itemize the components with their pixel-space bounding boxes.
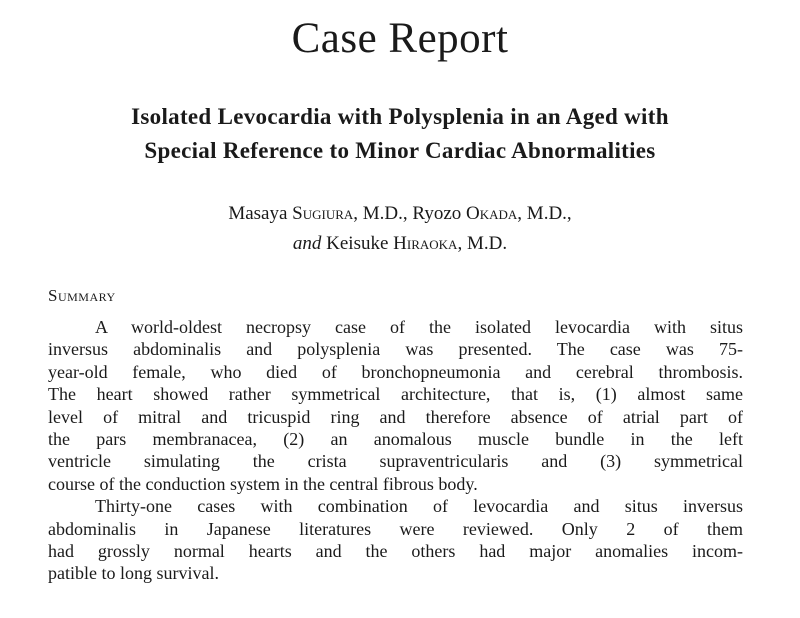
summary-line: year-old female, who died of bronchopneumonia and cerebral thrombosis.: [48, 361, 743, 382]
author-first-name: Ryozo: [412, 203, 462, 224]
summary-line: abdominalis in Japanese literatures were reviewed. Only 2 of them: [48, 518, 743, 539]
author-line: [0, 229, 800, 259]
author-conjunction: and: [292, 233, 322, 254]
author-degree: , M.D.: [457, 233, 508, 254]
summary-line: A world-oldest necropsy case of the isolated levocardia with situs: [95, 317, 743, 337]
summary-line: patible to long survival.: [48, 563, 219, 584]
author-first-name: Masaya: [228, 203, 288, 224]
author-line: [0, 199, 800, 229]
author-degree: , M.D.,: [353, 203, 408, 224]
paper-title-line: Special Reference to Minor Cardiac Abnormalities: [144, 138, 656, 163]
author-last-name: Okada: [466, 203, 518, 224]
author-first-name: Keisuke: [326, 233, 389, 254]
summary-line: The heart showed rather symmetrical architecture, that is, (1) almost same: [48, 384, 743, 405]
summary-line: had grossly normal hearts and the others had major anomalies incom-: [48, 540, 743, 561]
summary-line: ventricle simulating the crista supraventricularis and (3) symmetrical: [48, 451, 743, 472]
summary-line: Thirty-one cases with combination of levocardia and situs inversus: [95, 496, 743, 517]
summary-line: level of mitral and tricuspid ring and therefore absence of atrial part of: [48, 406, 743, 427]
summary-heading: Summary: [48, 286, 116, 305]
summary-paragraph: [48, 495, 743, 585]
author-last-name: Hiraoka: [393, 233, 458, 254]
summary-paragraph: [48, 316, 743, 495]
summary-body: [48, 316, 743, 585]
summary-line: the pars membranacea, (2) an anomalous muscle bundle in the left: [48, 428, 743, 449]
author-last-name: Sugiura: [292, 203, 354, 224]
paper-title: [0, 100, 800, 168]
author-degree: , M.D.,: [517, 203, 572, 224]
paper-title-line: Isolated Levocardia with Polysplenia in an Aged with: [131, 104, 669, 129]
summary-line: inversus abdominalis and polysplenia was presented. The case was 75-: [48, 339, 743, 360]
summary-line: course of the conduction system in the central fibrous body.: [48, 473, 478, 494]
section-header: Case Report: [291, 15, 509, 62]
author-list: [0, 199, 800, 259]
